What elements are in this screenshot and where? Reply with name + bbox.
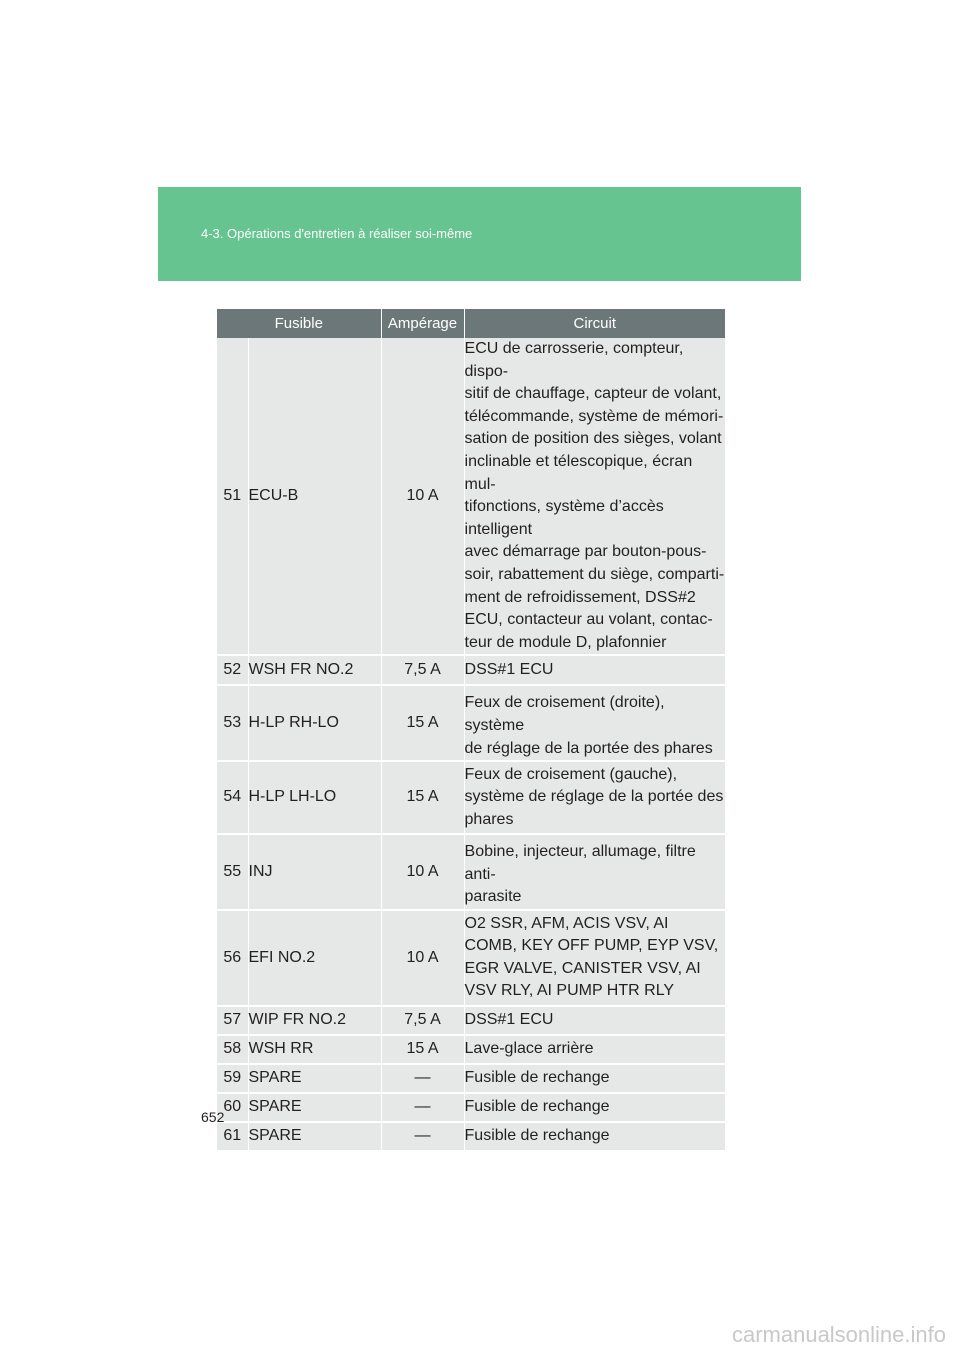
table-row (217, 685, 725, 761)
fuse-number-cell: 55 (217, 834, 248, 910)
fuse-number-cell: 56 (217, 910, 248, 1006)
column-header-amperage: Ampérage (381, 309, 464, 338)
circuit-cell (464, 1064, 725, 1093)
table-row (217, 1093, 725, 1122)
table-row (217, 910, 725, 1006)
circuit-line: DSS#1 ECU (464, 661, 554, 679)
table-row (217, 761, 725, 834)
fuse-name-cell: INJ (248, 834, 381, 910)
circuit-line: Fusible de rechange (464, 1127, 610, 1145)
circuit-line: ECU, contacteur au volant, contac- (464, 611, 713, 629)
amperage-cell: 15 A (381, 761, 464, 834)
fuse-number-cell: 51 (217, 338, 248, 655)
circuit-line: de réglage de la portée des phares (464, 739, 713, 757)
column-header-fuse: Fusible (217, 309, 381, 338)
section-title: 4-3. Opérations d'entretien à réaliser soi-même (201, 226, 473, 241)
circuit-cell (464, 761, 725, 834)
circuit-line: télécommande, système de mémori- (464, 407, 724, 425)
amperage-cell: 7,5 A (381, 655, 464, 685)
circuit-line: ECU de carrosserie, compteur, dispo- (464, 340, 684, 380)
circuit-line: Fusible de rechange (464, 1098, 610, 1116)
circuit-line: phares (464, 810, 514, 828)
circuit-line: Fusible de rechange (464, 1069, 610, 1087)
circuit-line: tifonctions, système d’accès intelligent (464, 498, 664, 538)
watermark: carmanualsonline.info (731, 1322, 946, 1347)
circuit-line: Feux de croisement (gauche), (464, 765, 678, 783)
fuse-table (217, 309, 725, 1152)
amperage-cell: 15 A (381, 1035, 464, 1064)
amperage-cell: — (381, 1093, 464, 1122)
amperage-cell: 10 A (381, 338, 464, 655)
fuse-name-cell: SPARE (248, 1064, 381, 1093)
circuit-line: Bobine, injecteur, allumage, filtre anti- (464, 843, 696, 883)
circuit-line: système de réglage de la portée des (464, 788, 724, 806)
circuit-line: avec démarrage par bouton-pous- (464, 543, 707, 561)
fuse-number-cell: 54 (217, 761, 248, 834)
fuse-name-cell: H-LP LH-LO (248, 761, 381, 834)
fuse-name-cell: WIP FR NO.2 (248, 1006, 381, 1035)
circuit-line: O2 SSR, AFM, ACIS VSV, AI (464, 914, 669, 932)
circuit-line: Feux de croisement (droite), système (464, 694, 665, 734)
circuit-line: VSV RLY, AI PUMP HTR RLY (464, 982, 675, 1000)
amperage-cell: 15 A (381, 685, 464, 761)
fuse-number-cell: 59 (217, 1064, 248, 1093)
circuit-line: parasite (464, 888, 522, 906)
fuse-number-cell: 57 (217, 1006, 248, 1035)
circuit-line: ment de refroidissement, DSS#2 (464, 588, 696, 606)
amperage-cell: — (381, 1064, 464, 1093)
page-number: 652 (201, 1109, 225, 1125)
fuse-number-cell: 53 (217, 685, 248, 761)
circuit-line: sitif de chauffage, capteur de volant, (464, 385, 722, 403)
circuit-cell (464, 1035, 725, 1064)
fuse-name-cell: SPARE (248, 1122, 381, 1151)
table-row (217, 1035, 725, 1064)
table-row (217, 1006, 725, 1035)
fuse-number-cell: 61 (217, 1122, 248, 1151)
amperage-cell: — (381, 1122, 464, 1151)
circuit-line: DSS#1 ECU (464, 1011, 554, 1029)
section-header-band (158, 187, 801, 281)
circuit-cell (464, 685, 725, 761)
circuit-line: EGR VALVE, CANISTER VSV, AI (464, 959, 701, 977)
fuse-number-cell: 58 (217, 1035, 248, 1064)
fuse-name-cell: H-LP RH-LO (248, 685, 381, 761)
amperage-cell: 7,5 A (381, 1006, 464, 1035)
circuit-line: sation de position des sièges, volant (464, 430, 722, 448)
circuit-cell (464, 1122, 725, 1151)
fuse-name-cell: SPARE (248, 1093, 381, 1122)
table-row (217, 655, 725, 685)
fuse-name-cell: WSH RR (248, 1035, 381, 1064)
circuit-line: soir, rabattement du siège, comparti- (464, 565, 725, 583)
table-row (217, 1064, 725, 1093)
circuit-cell (464, 338, 725, 655)
circuit-cell (464, 1006, 725, 1035)
column-header-circuit: Circuit (464, 309, 725, 338)
circuit-cell (464, 1093, 725, 1122)
circuit-line: Lave-glace arrière (464, 1040, 594, 1058)
amperage-cell: 10 A (381, 834, 464, 910)
fuse-name-cell: WSH FR NO.2 (248, 655, 381, 685)
fuse-number-cell: 60 (217, 1093, 248, 1122)
fuse-table-body (217, 338, 725, 1151)
table-row (217, 1122, 725, 1151)
circuit-line: inclinable et télescopique, écran mul- (464, 452, 693, 493)
circuit-line: teur de module D, plafonnier (464, 633, 667, 651)
circuit-line: COMB, KEY OFF PUMP, EYP VSV, (464, 937, 719, 955)
circuit-cell (464, 655, 725, 685)
fuse-number-cell: 52 (217, 655, 248, 685)
fuse-name-cell: EFI NO.2 (248, 910, 381, 1006)
table-header-row (217, 309, 725, 338)
circuit-cell (464, 910, 725, 1006)
table-row (217, 834, 725, 910)
amperage-cell: 10 A (381, 910, 464, 1006)
table-row (217, 338, 725, 655)
fuse-name-cell: ECU-B (248, 338, 381, 655)
circuit-cell (464, 834, 725, 910)
